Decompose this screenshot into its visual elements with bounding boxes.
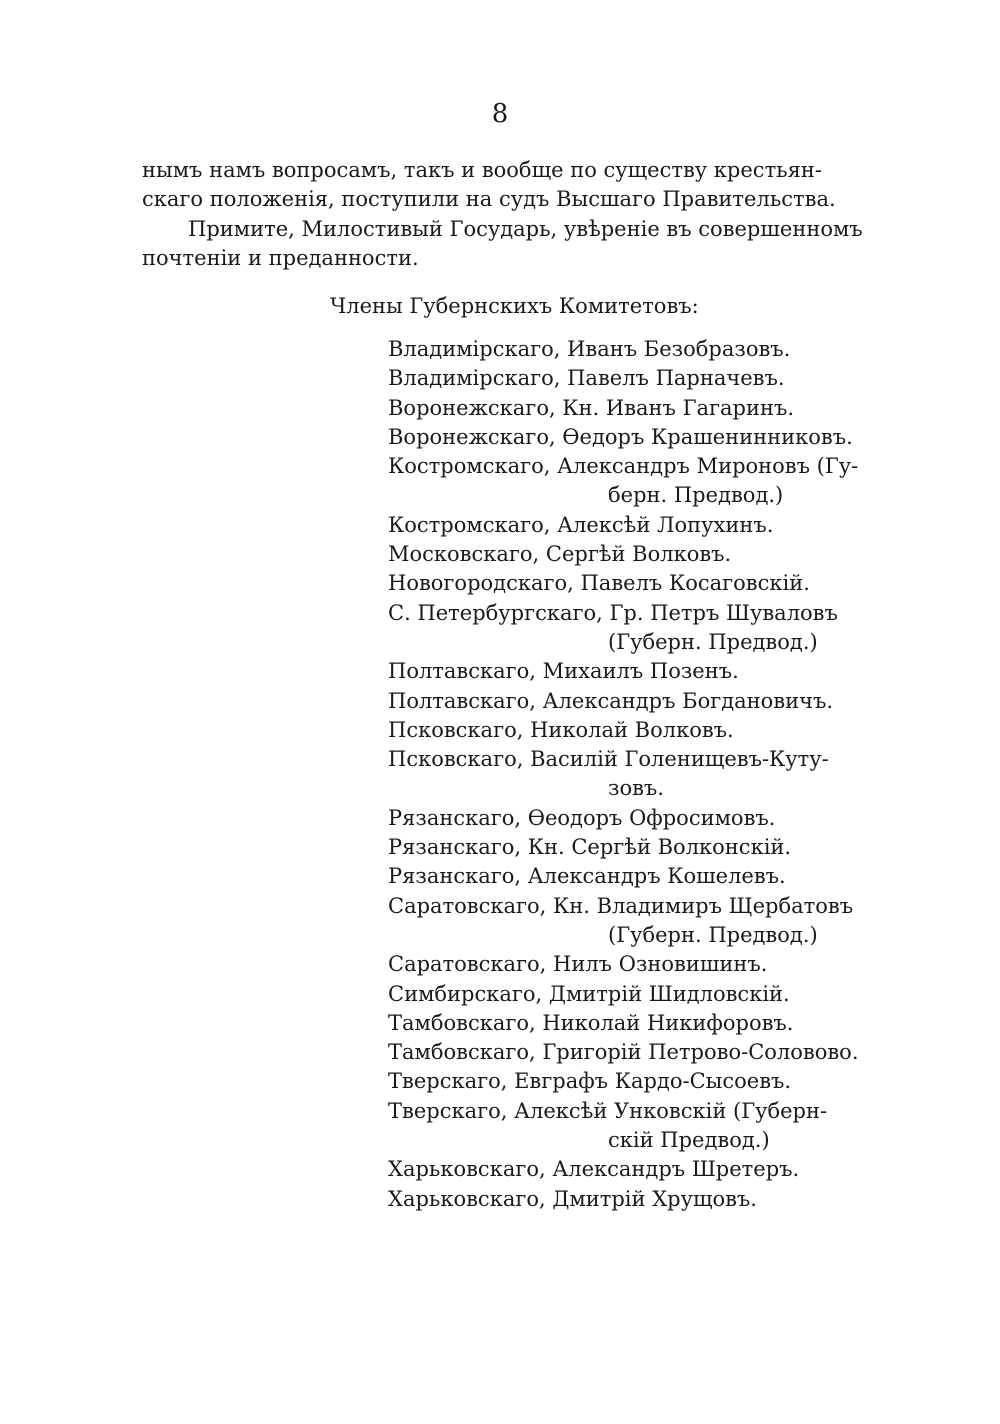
signatory-entry-continuation: (Губерн. Предвод.) bbox=[608, 922, 818, 947]
signatory-entry: Владимірскаго, Иванъ Безобразовъ. bbox=[388, 337, 791, 361]
page-number: 8 bbox=[491, 99, 509, 129]
signatory-entry: Новогородскаго, Павелъ Косаговскій. bbox=[388, 571, 810, 596]
signatory-entry: Воронежскаго, Ѳедоръ Крашенинниковъ. bbox=[388, 424, 853, 449]
signatory-entry: Псковскаго, Василій Голенищевъ-Куту- bbox=[388, 747, 829, 772]
body-line: Примите, Милостивый Государь, увѣреніе въ совершенномъ bbox=[188, 216, 863, 241]
signatory-entry: Рязанскаго, Александръ Кошелевъ. bbox=[388, 864, 786, 889]
body-line: почтеніи и преданности. bbox=[142, 245, 419, 270]
signatory-entry: С. Петербургскаго, Гр. Петръ Шуваловъ bbox=[388, 600, 838, 625]
signatory-entry: Московскаго, Сергѣй Волковъ. bbox=[388, 542, 732, 567]
body-line: скаго положенія, поступили на судъ Высшаго Правительства. bbox=[142, 187, 836, 212]
signatory-entry: Костромскаго, Алексѣй Лопухинъ. bbox=[388, 512, 774, 537]
signatory-entry: Полтавскаго, Александръ Богдановичъ. bbox=[388, 688, 834, 713]
signatory-entry: Харьковскаго, Александръ Шретеръ. bbox=[388, 1157, 800, 1182]
signatory-entry: Тверскаго, Алексѣй Унковскій (Губерн- bbox=[388, 1098, 828, 1123]
signatory-entry: Тверскаго, Евграфъ Кардо-Сысоевъ. bbox=[388, 1069, 792, 1094]
signatories-list bbox=[388, 335, 859, 1214]
signatory-entry: Рязанскаго, Ѳеодоръ Офросимовъ. bbox=[388, 805, 776, 830]
signatory-entry: Харьковскаго, Дмитрій Хрущовъ. bbox=[388, 1186, 757, 1211]
signatory-entry: Владимірскаго, Павелъ Парначевъ. bbox=[388, 366, 785, 391]
signatory-entry: Тамбовскаго, Григорій Петрово-Соловово. bbox=[388, 1040, 859, 1065]
signatory-entry: Тамбовскаго, Николай Никифоровъ. bbox=[388, 1010, 794, 1035]
signatory-entry: Саратовскаго, Нилъ Озновишинъ. bbox=[388, 952, 768, 977]
signatory-entry-continuation: зовъ. bbox=[608, 776, 664, 801]
signatory-entry: Рязанскаго, Кн. Сергѣй Волконскій. bbox=[388, 835, 792, 860]
signatory-entry: Симбирскаго, Дмитрій Шидловскій. bbox=[388, 981, 790, 1006]
signatory-entry: Воронежскаго, Кн. Иванъ Гагаринъ. bbox=[388, 395, 795, 420]
signatory-entry: Саратовскаго, Кн. Владимиръ Щербатовъ bbox=[388, 893, 854, 918]
letter-closing-paragraph bbox=[142, 156, 862, 273]
signatory-entry-continuation: (Губерн. Предвод.) bbox=[608, 629, 818, 654]
body-line: нымъ намъ вопросамъ, такъ и вообще по существу крестьян- bbox=[142, 158, 822, 182]
signatory-entry-continuation: берн. Предвод.) bbox=[608, 483, 784, 508]
signatory-entry-continuation: скій Предвод.) bbox=[608, 1128, 770, 1153]
signatory-entry: Полтавскаго, Михаилъ Позенъ. bbox=[388, 659, 739, 684]
signatory-entry: Костромскаго, Александръ Мироновъ (Гу- bbox=[388, 454, 859, 479]
signatories-heading: Члены Губернскихъ Комитетовъ: bbox=[330, 294, 699, 318]
signatory-entry: Псковскаго, Николай Волковъ. bbox=[388, 717, 734, 742]
